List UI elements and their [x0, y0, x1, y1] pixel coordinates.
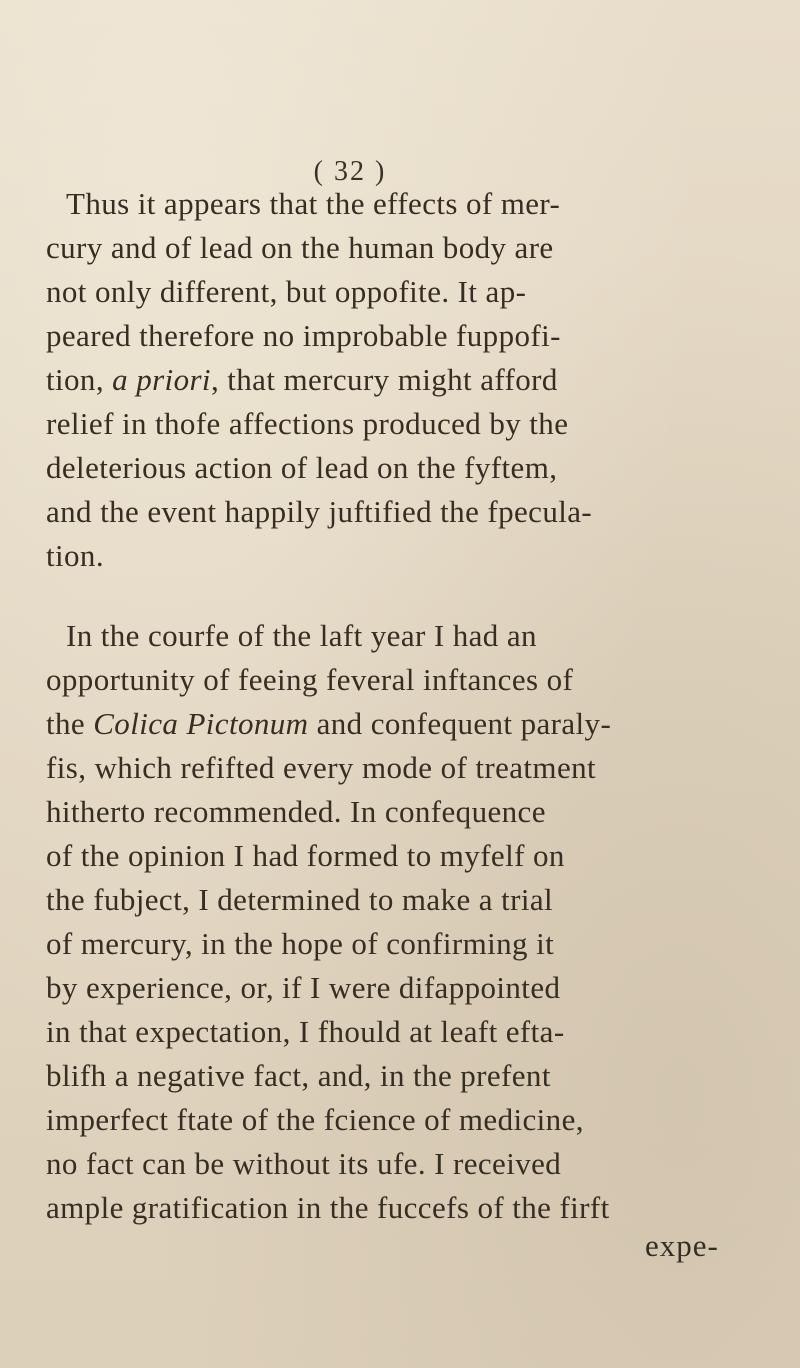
p2-line-7: the fubject, I determined to make a trial [46, 882, 554, 917]
p1-line-8: and the event happily juftified the fpecula- [46, 494, 593, 529]
p2-line-4: fis, which refifted every mode of treatment [46, 750, 597, 785]
p1-line-7: deleterious action of lead on the fyftem, [46, 450, 558, 485]
p2-line-1: In the courfe of the laft year I had an [66, 618, 537, 653]
p2-line-14: ample gratification in the fuccefs of the firft [46, 1190, 610, 1225]
p2-line-2: opportunity of feeing feveral inftances of [46, 662, 574, 697]
p1-line-9: tion. [46, 538, 104, 573]
p2-line-8: of mercury, in the hope of confirming it [46, 926, 555, 961]
p1-line-4: peared therefore no improbable fuppofi- [46, 318, 561, 353]
p2-line-11: blifh a negative fact, and, in the prefent [46, 1058, 551, 1093]
p2-line-3: the Colica Pictonum and confequent paraly- [46, 706, 612, 741]
catchword: expe- [645, 1228, 719, 1263]
p2-line-12: imperfect ftate of the fcience of medicine, [46, 1102, 584, 1137]
p1-line-2: cury and of lead on the human body are [46, 230, 554, 265]
p2-line-13: no fact can be without its ufe. I received [46, 1146, 562, 1181]
p2-line-10: in that expectation, I fhould at leaft efta- [46, 1014, 565, 1049]
p1-line-1: Thus it appears that the effects of mer- [66, 186, 561, 221]
page-number: ( 32 ) [313, 156, 387, 187]
p2-line-6: of the opinion I had formed to myfelf on [46, 838, 565, 873]
p2-line-9: by experience, or, if I were difappointed [46, 970, 561, 1005]
p1-line-6: relief in thofe affections produced by the [46, 406, 569, 441]
p2-line-5: hitherto recommended. In confequence [46, 794, 546, 829]
p1-line-5: tion, a priori, that mercury might afford [46, 362, 558, 397]
p1-line-3: not only different, but oppofite. It ap- [46, 274, 527, 309]
